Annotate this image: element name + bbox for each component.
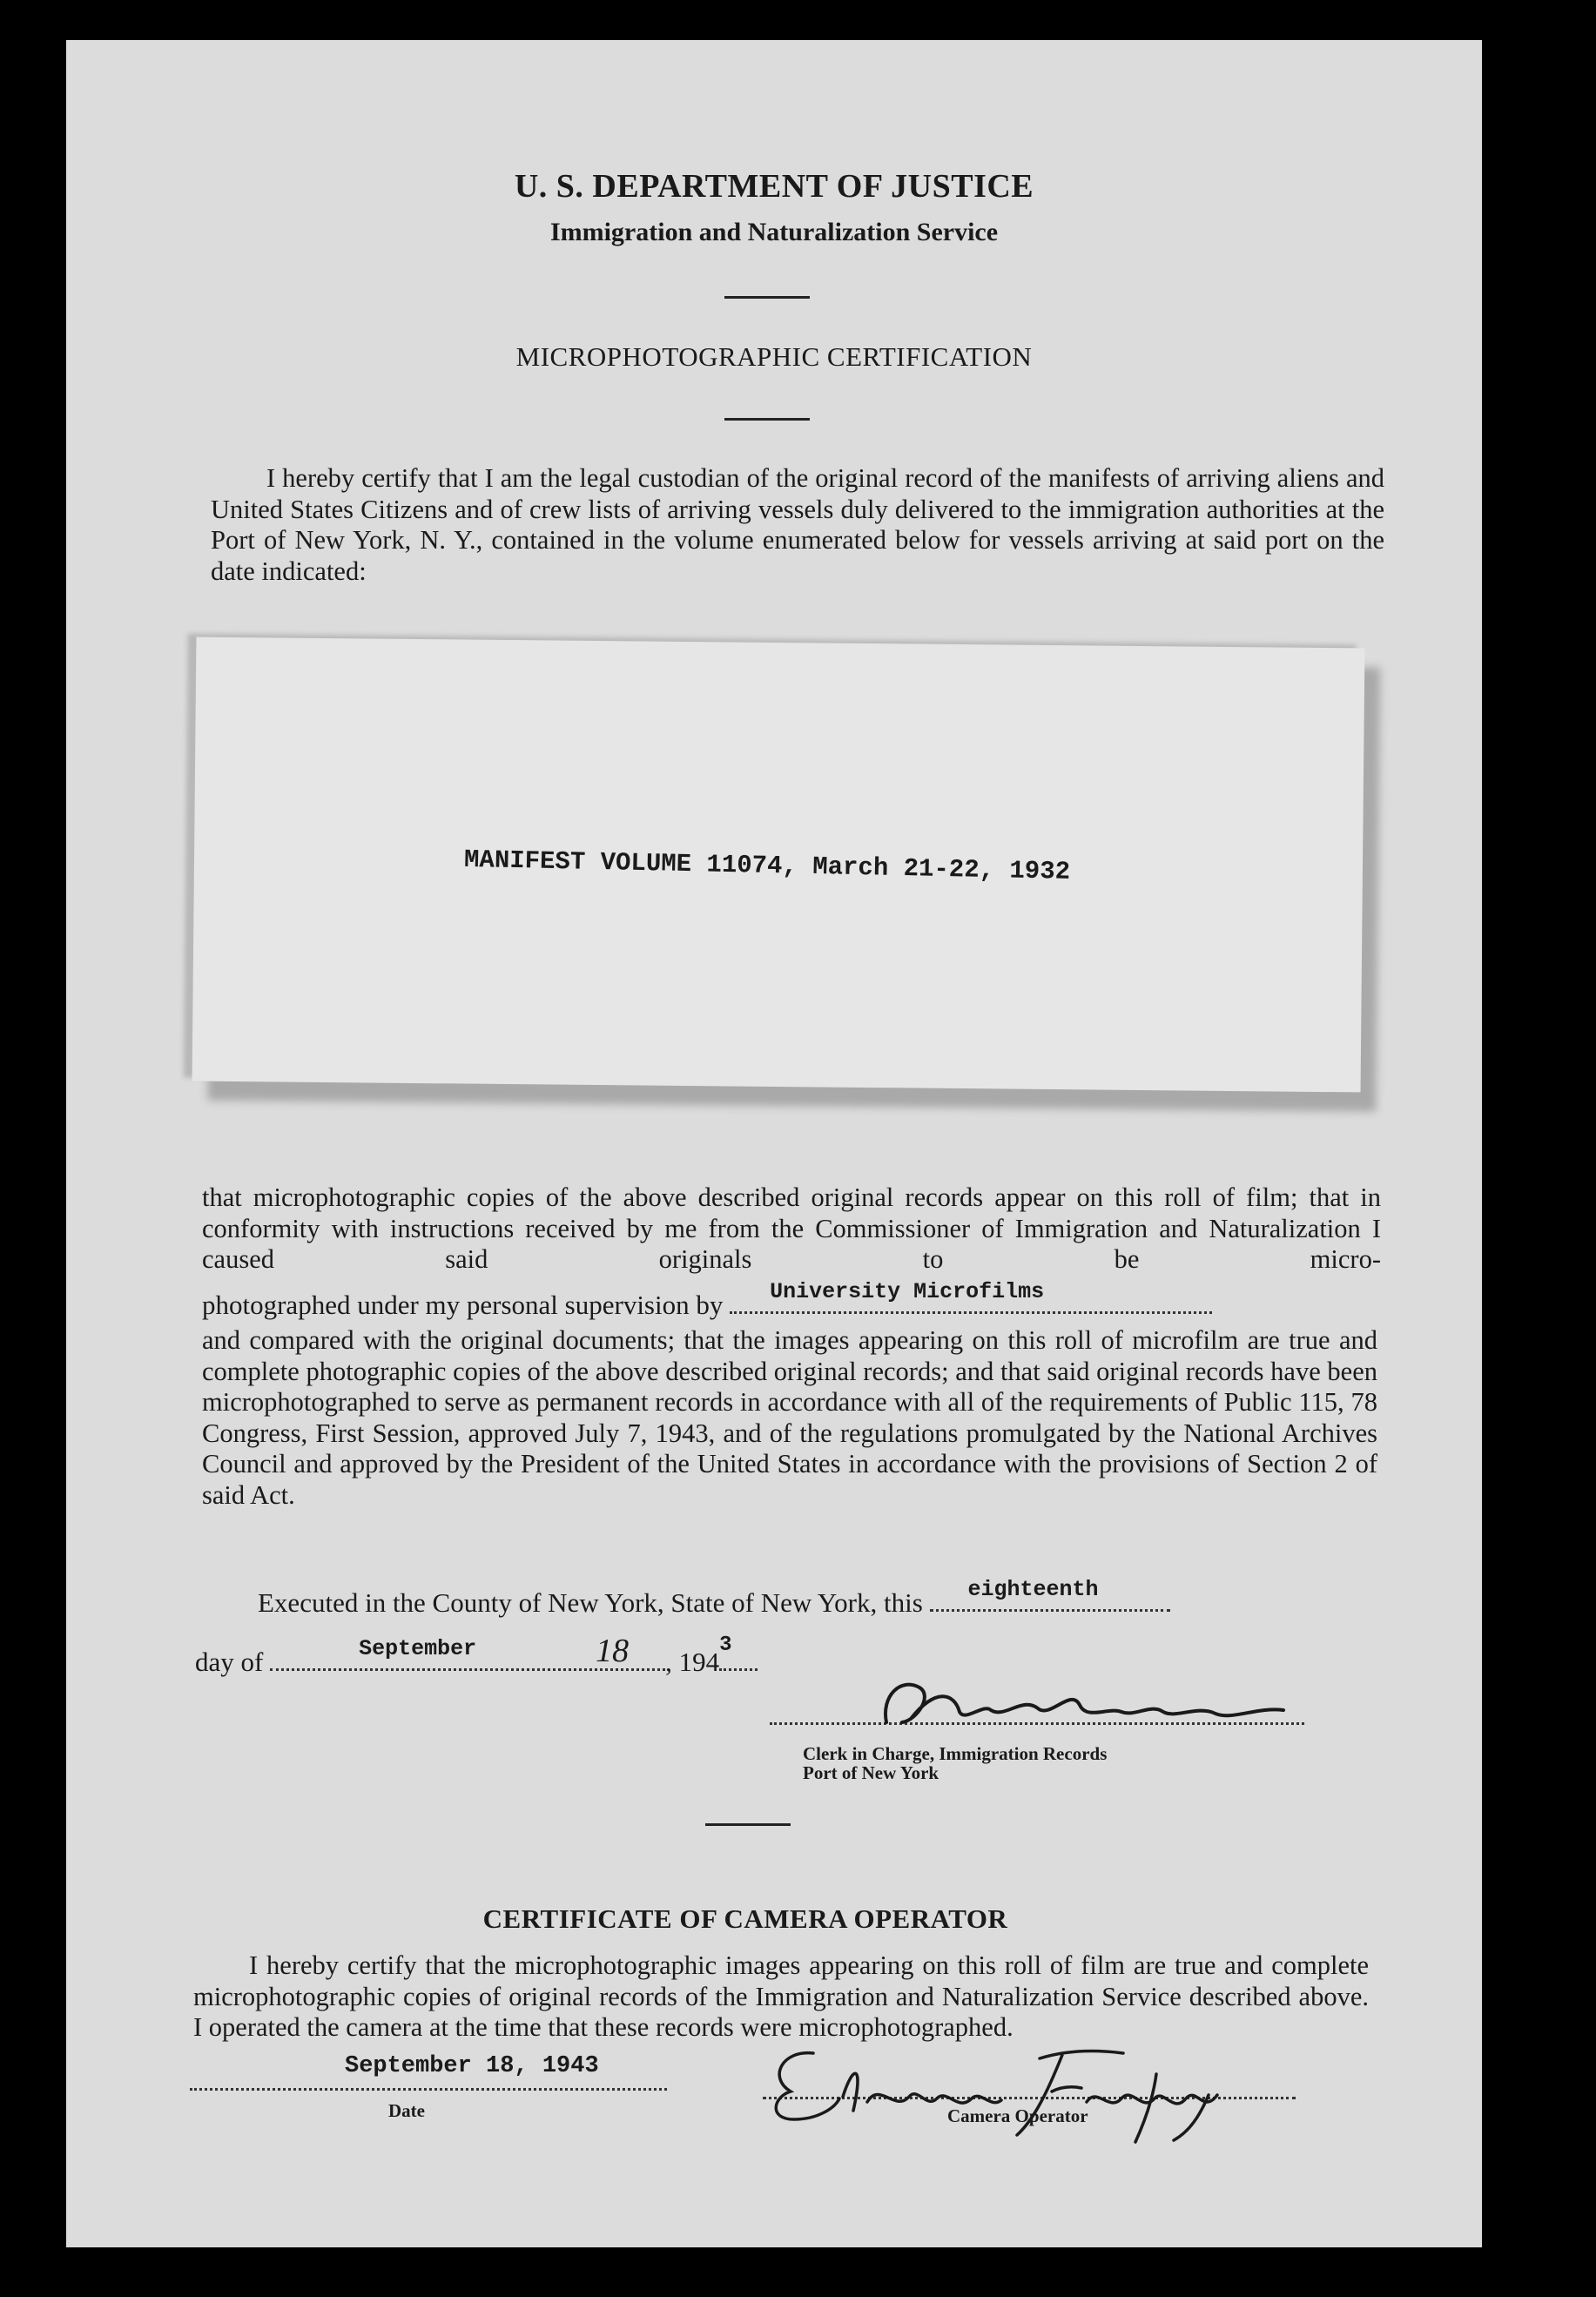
camera-operator-heading: CERTIFICATE OF CAMERA OPERATOR [482,1903,1008,1934]
day-of-label: day of [195,1647,264,1677]
executed-prefix: Executed in the County of New York, State of New York, this [258,1587,923,1618]
camera-date-label: Date [388,2100,425,2121]
divider-middle [724,418,810,421]
volume-label: MANIFEST VOLUME 11074, March 21-22, 1932 [463,845,1071,886]
clerk-signature [874,1661,1292,1740]
divider-top [724,296,810,299]
executed-handwritten-day: 18 [596,1633,630,1669]
intro-paragraph: I hereby certify that I am the legal custodian of the original record of the manifests of arriving aliens and United States Citizens and of crew lists of arriving vessels duly delivered to the immigration authorities at the Port of New York, N. Y., contained in the volume enumerated below for vessels arriving at said port on the date indicated: [211,463,1384,586]
body-paragraph-rest: and compared with the original documents; that the images appearing on this roll of microfilm are true and complete photographic copies of the above described original records; and that said original records have been microphotographed to serve as permanent records in accordance with all of the requirements of Public 115, 78 Congress, First Session, approved July 7, 1943, and of the regulations promulgated by the National Archives Council and approved by the President of the United States in accordance with the provisions of Section 2 of said Act. [202,1325,1377,1510]
camera-operator-label: Camera Operator [947,2105,1088,2126]
day-of-line [195,1633,758,1678]
certification-heading: MICROPHOTOGRAPHIC CERTIFICATION [515,341,1033,372]
clerk-title-line1: Clerk in Charge, Immigration Records [803,1743,1108,1764]
camera-date-value: September 18, 1943 [345,2053,599,2079]
executed-month-value: September [359,1636,477,1661]
executed-year-prefix: , 194 [665,1647,720,1677]
page-title: U. S. DEPARTMENT OF JUSTICE [514,168,1034,205]
executed-day-field [930,1577,1170,1612]
photographed-by-value: University Microfilms [770,1279,1045,1304]
executed-line [258,1577,1170,1619]
photographed-by-line [202,1279,1212,1321]
divider-bottom [705,1823,791,1826]
camera-operator-paragraph: I hereby certify that the microphotographic images appearing on this roll of film are true and complete microphotographic copies of original records of the Immigration and Naturalization Service described above. I operated the camera at the time that these records were microphotographed. [193,1950,1369,2042]
camera-operator-signature-tail [1130,2069,1165,2147]
photographed-by-prefix: photographed under my personal supervision by [202,1290,724,1320]
camera-operator-signature [756,2029,1243,2151]
page-subtitle: Immigration and Naturalization Service [549,218,999,246]
executed-day-value: eighteenth [967,1577,1099,1602]
body-paragraph-lead: that microphotographic copies of the above described original records appear on this roll of film; that in conformity with instructions received by me from the Commissioner of Immigration and Naturalization I caused said originals to be micro- [202,1182,1381,1274]
clerk-title-line2: Port of New York [803,1762,939,1783]
camera-date-line [190,2088,667,2091]
volume-label-card [192,637,1365,1093]
executed-year-field [719,1633,758,1671]
certificate-page [66,40,1482,2247]
executed-year-digit: 3 [719,1633,732,1657]
executed-month-field [270,1633,665,1671]
photographed-by-field [730,1279,1212,1314]
